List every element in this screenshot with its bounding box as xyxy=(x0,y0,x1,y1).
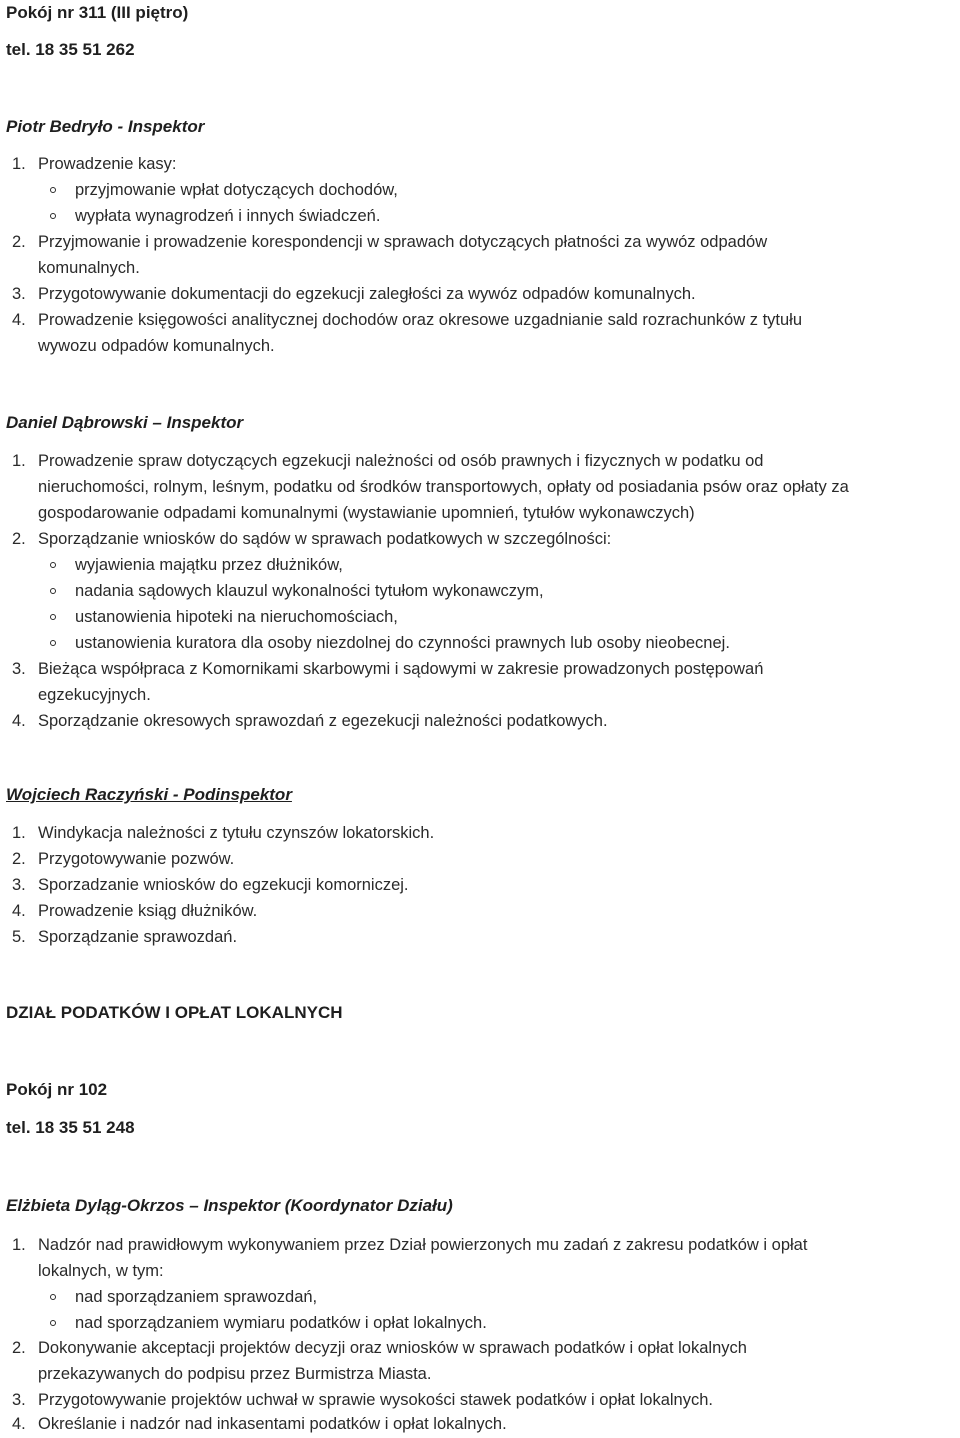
room-heading: Pokój nr 311 (III piętro) xyxy=(6,3,189,22)
employee-name: Daniel Dąbrowski – Inspektor xyxy=(6,413,244,432)
bullet-icon xyxy=(48,185,58,195)
list-number: 2. xyxy=(12,850,26,868)
list-item-text: Prowadzenie kasy: xyxy=(38,155,177,173)
list-number: 4. xyxy=(12,311,26,329)
list-item-text: nieruchomości, rolnym, leśnym, podatku od środków transportowych, opłaty od posiadania psów oraz opłaty za xyxy=(38,478,849,496)
list-item-text: Nadzór nad prawidłowym wykonywaniem przez Dział powierzonych mu zadań z zakresu podatków i opłat xyxy=(38,1236,808,1254)
list-number: 4. xyxy=(12,712,26,730)
list-number: 1. xyxy=(12,824,26,842)
list-item-text: Prowadzenie spraw dotyczących egzekucji należności od osób prawnych i fizycznych w podatku od xyxy=(38,452,764,470)
list-item-text: Bieżąca współpraca z Komornikami skarbowymi i sądowymi w zakresie prowadzonych postępowań xyxy=(38,660,764,678)
list-number: 2. xyxy=(12,233,26,251)
list-item-text: Sporządzanie wniosków do sądów w sprawach podatkowych w szczególności: xyxy=(38,530,612,548)
list-number: 2. xyxy=(12,1339,26,1357)
list-item-text: egzekucyjnych. xyxy=(38,686,151,704)
bullet-icon xyxy=(48,612,58,622)
list-number: 3. xyxy=(12,285,26,303)
list-item-text: Windykacja należności z tytułu czynszów lokatorskich. xyxy=(38,824,435,842)
list-item-text: Przyjmowanie i prowadzenie korespondencji w sprawach dotyczących płatności za wywóz odpadów xyxy=(38,233,768,251)
phone-number: tel. 18 35 51 262 xyxy=(6,40,135,59)
list-item-text: gospodarowanie odpadami komunalnymi (wystawianie upomnień, tytułów wykonawczych) xyxy=(38,504,695,522)
list-number: 1. xyxy=(12,1236,26,1254)
bullet-item-text: nadania sądowych klauzul wykonalności tytułom wykonawczym, xyxy=(75,582,544,600)
bullet-icon xyxy=(48,1292,58,1302)
list-item-text: lokalnych, w tym: xyxy=(38,1262,164,1280)
list-number: 3. xyxy=(12,660,26,678)
list-item-text: Sporzadzanie wniosków do egzekucji komorniczej. xyxy=(38,876,409,894)
list-item-text: Prowadzenie księgowości analitycznej dochodów oraz okresowe uzgadnianie sald rozrachunków z tytułu xyxy=(38,311,803,329)
bullet-icon xyxy=(48,586,58,596)
employee-name: Piotr Bedryło - Inspektor xyxy=(6,117,205,136)
bullet-item-text: ustanowienia kuratora dla osoby niezdolnej do czynności prawnych lub osoby nieobecnej. xyxy=(75,634,730,652)
list-number: 1. xyxy=(12,155,26,173)
bullet-icon xyxy=(48,1318,58,1328)
department-title: DZIAŁ PODATKÓW I OPŁAT LOKALNYCH xyxy=(6,1003,343,1022)
employee-name: Elżbieta Dyląg-Okrzos – Inspektor (Koordynator Działu) xyxy=(6,1196,453,1215)
bullet-item-text: nad sporządzaniem sprawozdań, xyxy=(75,1288,318,1306)
list-item-text: Przygotowywanie dokumentacji do egzekucji zaległości za wywóz odpadów komunalnych. xyxy=(38,285,696,303)
list-item-text: Sporządzanie sprawozdań. xyxy=(38,928,238,946)
list-item-text: przekazywanych do podpisu przez Burmistrza Miasta. xyxy=(38,1365,432,1383)
bullet-icon xyxy=(48,560,58,570)
list-item-text: Przygotowywanie pozwów. xyxy=(38,850,235,868)
list-number: 5. xyxy=(12,928,26,946)
list-number: 3. xyxy=(12,876,26,894)
list-item-text: Określanie i nadzór nad inkasentami podatków i opłat lokalnych. xyxy=(38,1415,507,1433)
phone-number: tel. 18 35 51 248 xyxy=(6,1118,135,1137)
list-number: 4. xyxy=(12,1415,26,1433)
employee-name: Wojciech Raczyński - Podinspektor xyxy=(6,785,292,804)
list-number: 4. xyxy=(12,902,26,920)
list-item-text: komunalnych. xyxy=(38,259,140,277)
list-number: 3. xyxy=(12,1391,26,1409)
bullet-item-text: ustanowienia hipoteki na nieruchomościach, xyxy=(75,608,398,626)
bullet-icon xyxy=(48,638,58,648)
list-item-text: Przygotowywanie projektów uchwał w sprawie wysokości stawek podatków i opłat lokalnych. xyxy=(38,1391,713,1409)
room-heading: Pokój nr 102 xyxy=(6,1080,108,1099)
bullet-item-text: wyjawienia majątku przez dłużników, xyxy=(75,556,343,574)
bullet-item-text: nad sporządzaniem wymiaru podatków i opłat lokalnych. xyxy=(75,1314,487,1332)
list-item-text: Dokonywanie akceptacji projektów decyzji oraz wniosków w sprawach podatków i opłat lokalnych xyxy=(38,1339,747,1357)
bullet-icon xyxy=(48,211,58,221)
list-item-text: Prowadzenie ksiąg dłużników. xyxy=(38,902,258,920)
bullet-item-text: wypłata wynagrodzeń i innych świadczeń. xyxy=(75,207,381,225)
list-item-text: wywozu odpadów komunalnych. xyxy=(38,337,275,355)
list-number: 1. xyxy=(12,452,26,470)
list-number: 2. xyxy=(12,530,26,548)
bullet-item-text: przyjmowanie wpłat dotyczących dochodów, xyxy=(75,181,398,199)
list-item-text: Sporządzanie okresowych sprawozdań z egezekucji należności podatkowych. xyxy=(38,712,608,730)
